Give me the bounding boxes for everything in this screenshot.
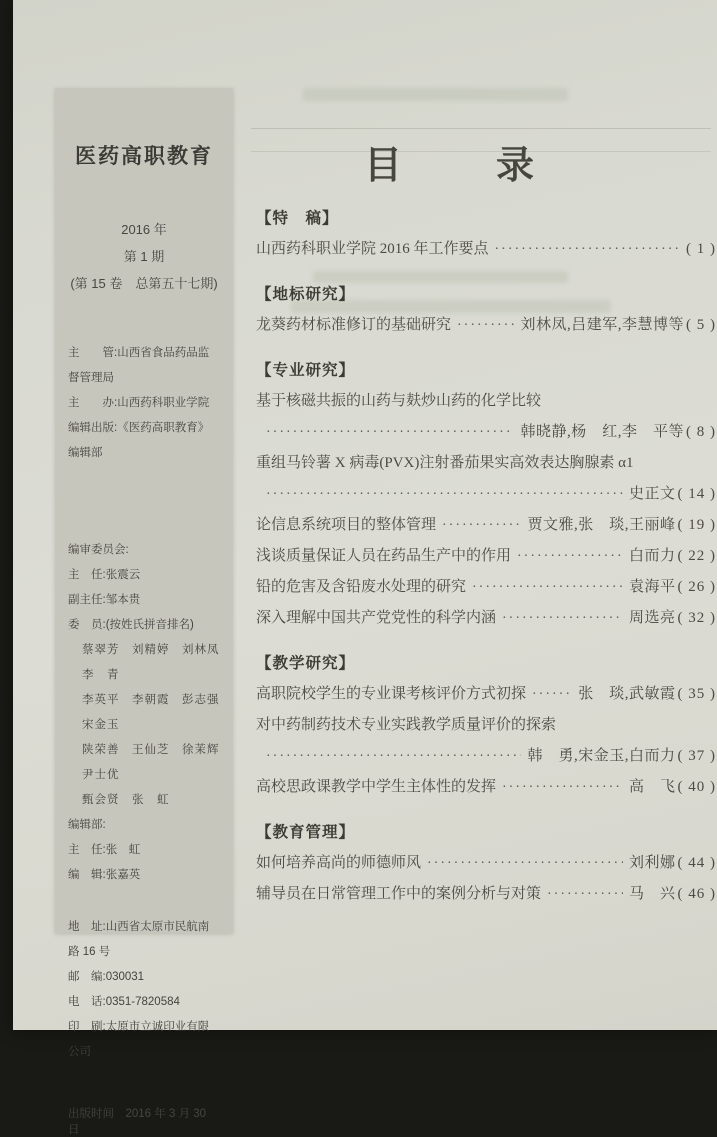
leader-dots (266, 417, 514, 448)
toc-entry-row (256, 417, 716, 448)
committee-roles (68, 563, 220, 638)
issue-number: 第 1 期 (123, 249, 165, 264)
toc-entry-row (256, 772, 716, 803)
toc-entry-row (256, 310, 716, 341)
toc-entry-page: ( 35 ) (677, 686, 716, 702)
toc-entry-title: 高校思政课教学中学生主体性的发挥 (256, 779, 497, 795)
toc-entry-page: ( 44 ) (677, 855, 716, 871)
committee-role-line: 副主任:邹本贵 (68, 594, 141, 606)
toc-section-header: 【地标研究】 (256, 286, 356, 303)
contact-line: 电 话:0351-7820584 (68, 996, 180, 1008)
committee-members (68, 638, 232, 813)
toc-entry-title: 对中药制药技术专业实践教学质量评价的探索 (256, 717, 557, 733)
issue-year: 2016 年 (121, 222, 167, 237)
toc-entry-authors: 刘林凤,吕建军,李慧博等 (520, 317, 684, 333)
publisher-line: 编辑出版:《医药高职教育》编辑部 (68, 422, 210, 459)
toc-entry-title: 基于核磁共振的山药与麸炒山药的化学比较 (256, 393, 542, 409)
leader-dots (266, 741, 521, 772)
publisher-line: 主 管:山西省食品药品监督管理局 (68, 347, 210, 384)
toc-entry-authors: 刘利娜 (628, 855, 676, 871)
toc-entry-title: 高职院校学生的专业课考核评价方式初探 (256, 686, 527, 702)
toc-entry-page: ( 8 ) (686, 424, 716, 440)
toc-entry-title: 重组马铃薯 X 病毒(PVX)注射番茄果实高效表达胸腺素 α1 (256, 455, 634, 471)
showthrough-text (303, 88, 568, 101)
toc-entry-page: ( 14 ) (677, 486, 716, 502)
committee-member-row: 李英平 李朝霞 彭志强 宋金玉 (82, 694, 232, 731)
publisher-info (68, 341, 220, 466)
toc-entry-authors: 韩 勇,宋金玉,白而力 (527, 748, 676, 764)
publisher-line: 主 办:山西药科职业学院 (68, 397, 210, 409)
leader-dots (532, 679, 572, 710)
toc-entry-title: 浅谈质量保证人员在药品生产中的作用 (256, 548, 512, 564)
toc-entry-row (256, 741, 716, 772)
toc-entry-page: ( 22 ) (677, 548, 716, 564)
toc-entry-authors: 周选亮 (628, 610, 676, 626)
publication-date: 出版时间 2016 年 3 月 30 日 (68, 1108, 207, 1136)
editorial-dept (68, 813, 220, 888)
committee-heading: 编审委员会: (68, 544, 129, 556)
toc-entry-authors: 张 琰,武敏霞 (578, 686, 676, 702)
committee-role-line: 主 任:张震云 (68, 569, 141, 581)
leader-dots (517, 541, 623, 572)
toc-entry-page: ( 19 ) (677, 517, 716, 533)
editorial-role-line: 主 任:张 虹 (68, 844, 141, 856)
toc-section-header: 【教育管理】 (256, 824, 356, 841)
toc-entry-title: 辅导员在日常管理工作中的案例分析与对策 (256, 886, 542, 902)
toc-entry-title: 铅的危害及含铅废水处理的研究 (256, 579, 467, 595)
table-of-contents (256, 128, 716, 910)
toc-entry-row (256, 510, 716, 541)
toc-entry-authors: 韩晓静,杨 红,李 平等 (520, 424, 684, 440)
leader-dots (502, 772, 623, 803)
toc-entry-page: ( 46 ) (677, 886, 716, 902)
journal-page (13, 0, 717, 1136)
toc-title: 目 录 (363, 145, 540, 187)
leader-dots (547, 879, 623, 910)
review-committee (68, 538, 232, 813)
contact-info (68, 915, 220, 1065)
toc-entry-row (256, 572, 716, 603)
toc-entry-page: ( 5 ) (686, 317, 716, 333)
toc-entry-title: 如何培养高尚的师德师风 (256, 855, 422, 871)
toc-entry-row (256, 603, 716, 634)
toc-entry-title: 龙葵药材标准修订的基础研究 (256, 317, 452, 333)
leader-dots (457, 310, 514, 341)
editorial-heading: 编辑部: (68, 819, 106, 831)
toc-entry-page: ( 26 ) (677, 579, 716, 595)
editorial-roles (68, 838, 220, 888)
contact-line: 印 刷:太原市立诚印业有限公司 (68, 1021, 210, 1058)
toc-section-header: 【教学研究】 (256, 655, 356, 672)
toc-body (256, 203, 716, 910)
toc-entry-authors: 马 兴 (628, 886, 676, 902)
toc-section-header: 【专业研究】 (256, 362, 356, 379)
toc-entry-page: ( 40 ) (677, 779, 716, 795)
masthead-panel (55, 88, 233, 1136)
committee-role-line: 委 员:(按姓氏拼音排名) (68, 619, 194, 631)
editorial-role-line: 编 辑:张嘉英 (68, 869, 141, 881)
toc-entry-row (256, 679, 716, 710)
toc-entry-title: 论信息系统项目的整体管理 (256, 517, 437, 533)
toc-entry-row (256, 234, 716, 265)
toc-entry-row (256, 541, 716, 572)
toc-entry-authors: 袁海平 (628, 579, 676, 595)
journal-title: 医药高职教育 (75, 144, 213, 168)
toc-entry-authors: 白而力 (628, 548, 676, 564)
committee-member-row: 甄会贤 张 虹 (82, 794, 170, 806)
leader-dots (442, 510, 521, 541)
toc-entry-page: ( 1 ) (686, 241, 716, 257)
toc-entry-page: ( 37 ) (677, 748, 716, 764)
toc-entry-authors: 史正文 (628, 486, 676, 502)
contact-line: 地 址:山西省太原市民航南路 16 号 (68, 921, 210, 958)
toc-entry-title: 深入理解中国共产党党性的科学内涵 (256, 610, 497, 626)
leader-dots (266, 479, 623, 510)
toc-entry-authors: 高 飞 (628, 779, 676, 795)
committee-member-row: 陕荣善 王仙芝 徐茉辉 尹士优 (82, 744, 232, 781)
leader-dots (427, 848, 623, 879)
leader-dots (472, 572, 623, 603)
committee-member-row: 蔡翠芳 刘精婷 刘林凤 李 青 (82, 644, 232, 681)
issue-info (68, 216, 220, 297)
toc-entry-row (256, 879, 716, 910)
leader-dots (495, 234, 678, 265)
toc-section-header: 【特 稿】 (256, 210, 339, 227)
toc-entry-row (256, 479, 716, 510)
issue-volume: (第 15 卷 总第五十七期) (70, 276, 218, 291)
toc-entry-title: 山西药科职业学院 2016 年工作要点 (256, 241, 489, 257)
leader-dots (502, 603, 623, 634)
toc-entry-page: ( 32 ) (677, 610, 716, 626)
toc-entry-authors: 贾文雅,张 琰,王丽峰 (527, 517, 676, 533)
toc-entry-row (256, 848, 716, 879)
contact-line: 邮 编:030031 (68, 971, 145, 983)
